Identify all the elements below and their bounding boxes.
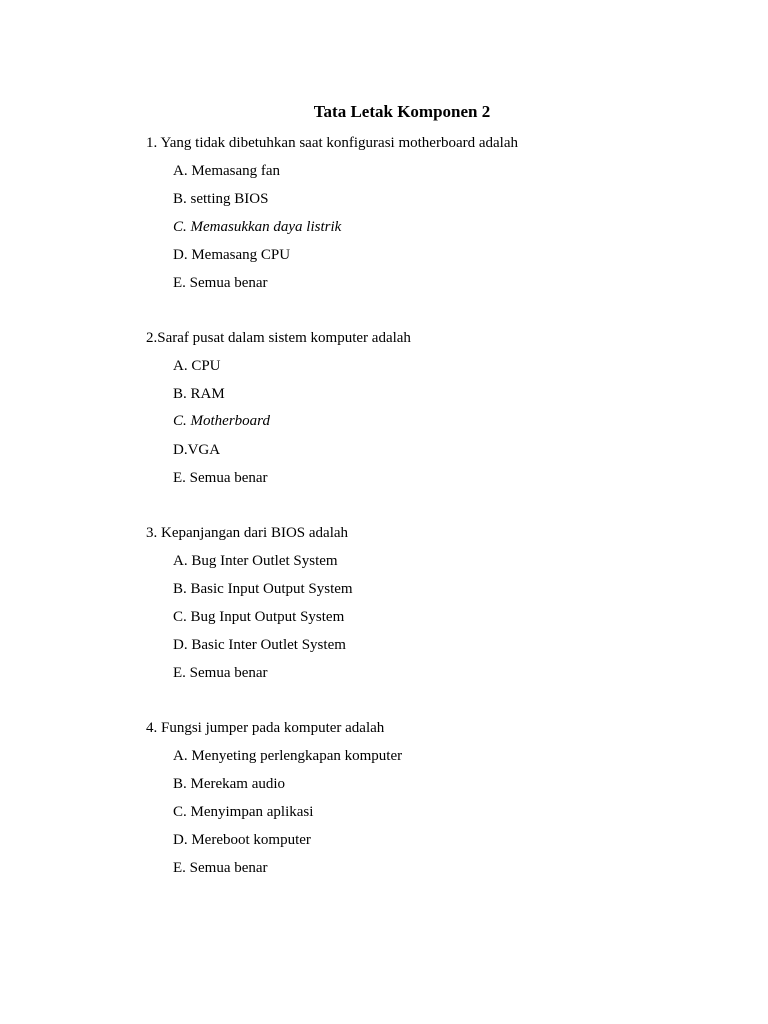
question-3: 3. Kepanjangan dari BIOS adalah [146,525,349,541]
question-1-option-e: E. Semua benar [173,275,268,291]
question-1-option-a: A. Memasang fan [173,163,281,179]
question-4-option-c: C. Menyimpan aplikasi [173,804,314,820]
question-4-option-a: A. Menyeting perlengkapan komputer [173,748,403,764]
question-1-option-b: B. setting BIOS [173,191,269,207]
question-2: 2.Saraf pusat dalam sistem komputer adalah [146,330,411,346]
question-2-option-c: C. Motherboard [173,413,270,429]
question-2-option-e: E. Semua benar [173,470,268,486]
question-3-option-a: A. Bug Inter Outlet System [173,553,338,569]
question-4: 4. Fungsi jumper pada komputer adalah [146,720,385,736]
question-4-option-d: D. Mereboot komputer [173,832,311,848]
document-title [0,101,768,123]
question-1: 1. Yang tidak dibetuhkan saat konfigurasi motherboard adalah [146,135,518,151]
document-title-text: Tata Letak Komponen 2 [313,102,491,121]
question-1-option-d: D. Memasang CPU [173,247,291,263]
question-2-option-b: B. RAM [173,386,225,402]
question-3-option-d: D. Basic Inter Outlet System [173,637,346,653]
question-2-option-d: D.VGA [173,442,221,458]
question-4-option-b: B. Merekam audio [173,776,286,792]
question-3-option-b: B. Basic Input Output System [173,581,353,597]
question-2-option-a: A. CPU [173,358,221,374]
question-4-option-e: E. Semua benar [173,860,268,876]
question-3-option-e: E. Semua benar [173,665,268,681]
question-3-option-c: C. Bug Input Output System [173,609,345,625]
question-1-option-c: C. Memasukkan daya listrik [173,219,342,235]
